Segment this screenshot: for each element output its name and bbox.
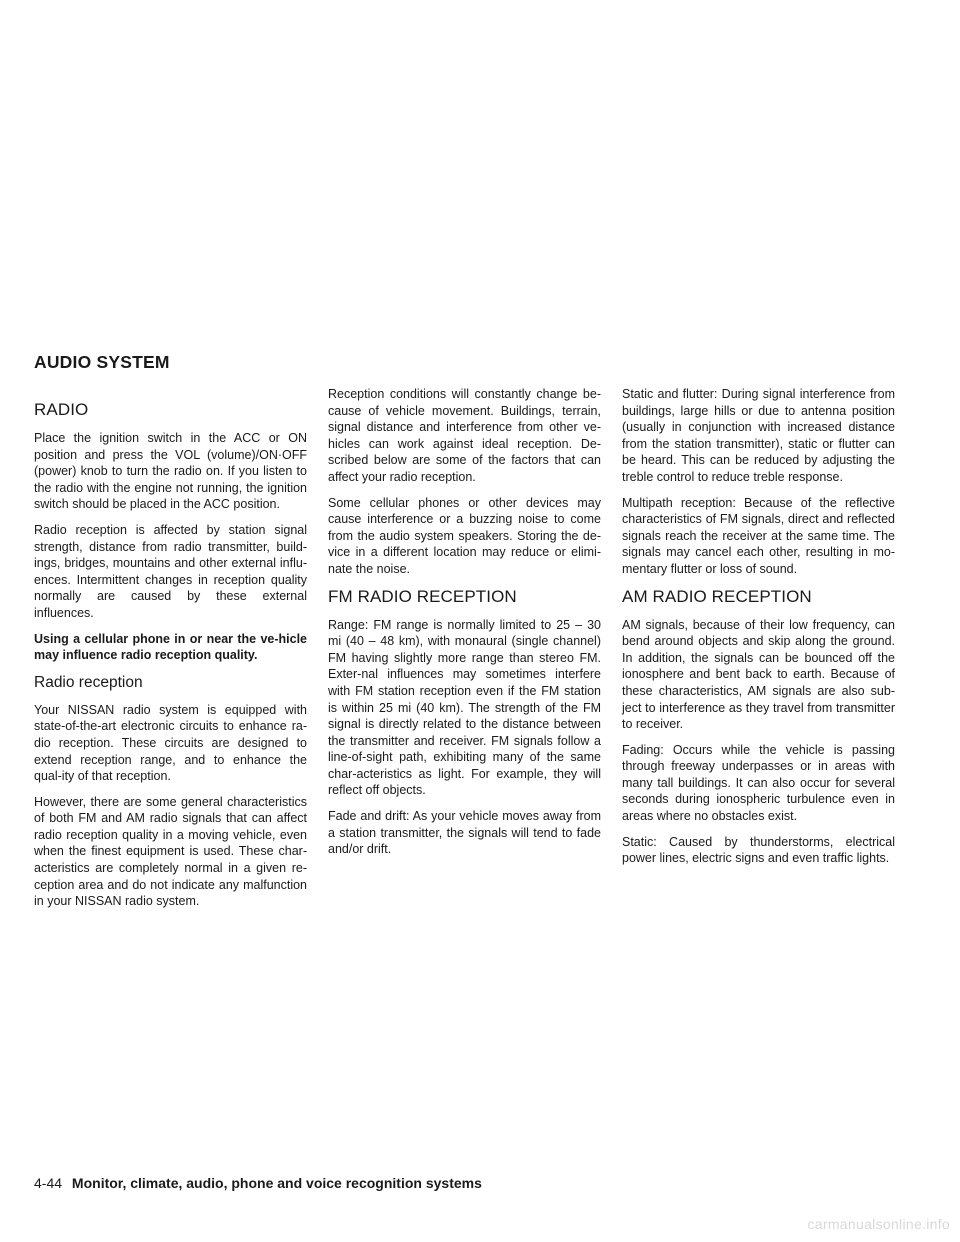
paragraph: Fading: Occurs while the vehicle is passing through freeway underpasses or in areas with many tall buildings. It can also occur for several seconds during ionospheric turbulence even in areas where no obstacles exist.	[622, 742, 895, 824]
column-2	[328, 386, 601, 867]
paragraph: Static and flutter: During signal interference from buildings, large hills or due to antenna position (usually in conjunction with increased distance from the station transmitter), static or flutter can be heard. This can be reduced by adjusting the treble control to reduce treble response.	[622, 387, 895, 484]
paragraph: Your NISSAN radio system is equipped with state-of-the-art electronic circuits to enhance ra-dio reception. These circuits are designed to extend reception range, and to enhance the qual-ity of that reception.	[34, 702, 307, 784]
column-1	[34, 400, 307, 919]
page-footer	[34, 1175, 482, 1191]
heading-am-radio-reception: AM RADIO RECEPTION	[622, 586, 812, 606]
heading-radio: RADIO	[34, 400, 89, 419]
section-title: AUDIO SYSTEM	[34, 352, 170, 372]
subheading-radio-reception: Radio reception	[34, 673, 143, 691]
paragraph: Range: FM range is normally limited to 25 – 30 mi (40 – 48 km), with monaural (single channel) FM having slightly more range than stereo FM. Exter-nal influences may sometimes interfere with FM station reception even if the FM station is within 25 mi (40 km). The strength of the FM signal is directly related to the distance between the transmitter and receiver. FM signals follow a line-of-sight path, exhibiting many of the same char-acteristics as light. For example, they will reflect off objects.	[328, 617, 601, 798]
paragraph: Fade and drift: As your vehicle moves away from a station transmitter, the signals will tend to fade and/or drift.	[328, 809, 601, 857]
paragraph: Multipath reception: Because of the reflective characteristics of FM signals, direct and reflected signals reach the receiver at the same time. The signals may cancel each other, resulting in mo-mentary flutter or loss of sound.	[622, 495, 895, 576]
paragraph: Radio reception is affected by station signal strength, distance from radio transmitter, build-ings, bridges, mountains and other external influ-ences. Intermittent changes in reception quality normally are caused by these external influences.	[34, 522, 307, 620]
chapter-title: Monitor, climate, audio, phone and voice recognition systems	[71, 1175, 482, 1191]
paragraph: Reception conditions will constantly change be-cause of vehicle movement. Buildings, terrain, signal distance and interference from other ve-hicles can work against ideal reception. De-scribed below are some of the factors that can affect your radio reception.	[328, 387, 601, 484]
column-3	[622, 386, 895, 876]
warning-paragraph: Using a cellular phone in or near the ve-hicle may influence radio reception quality.	[34, 631, 307, 663]
watermark: carmanualsonline.info	[807, 1216, 950, 1232]
paragraph: Static: Caused by thunderstorms, electrical power lines, electric signs and even traffic lights.	[622, 834, 895, 866]
heading-fm-radio-reception: FM RADIO RECEPTION	[328, 586, 517, 606]
paragraph: AM signals, because of their low frequency, can bend around objects and skip along the ground. In addition, the signals can be bounced off the ionosphere and bent back to earth. Because of these characteristics, AM signals are also sub-ject to interference as they travel from transmitter to receiver.	[622, 617, 895, 732]
paragraph: Place the ignition switch in the ACC or ON position and press the VOL (volume)/ON·OFF (power) knob to turn the radio on. If you listen to the radio with the engine not running, the ignition switch should be placed in the ACC position.	[34, 431, 307, 512]
paragraph: Some cellular phones or other devices may cause interference or a buzzing noise to come from the audio system speakers. Storing the de-vice in a different location may reduce or elimi-nate the noise.	[328, 495, 601, 576]
page-number: 4-44	[34, 1175, 63, 1191]
paragraph: However, there are some general characteristics of both FM and AM radio signals that can affect radio reception quality in a moving vehicle, even when the finest equipment is used. These char-acteristics are completely normal in a given re-ception area and do not indicate any malfunction in your NISSAN radio system.	[34, 794, 307, 909]
